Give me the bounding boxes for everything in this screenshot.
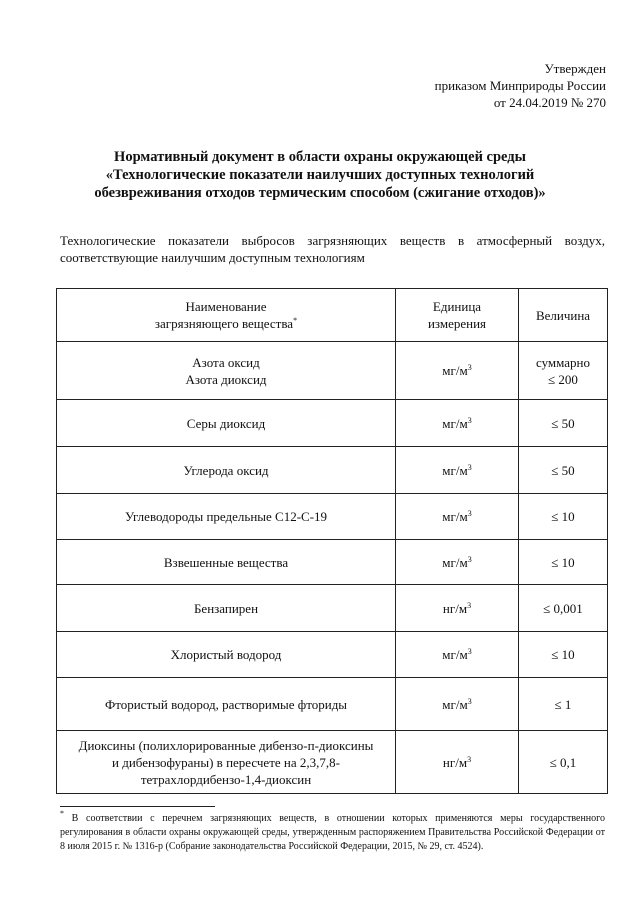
unit-cell: $мг/м^3$ xyxy=(396,400,519,447)
value-cell: ≤ 50 xyxy=(519,447,608,494)
table-body xyxy=(57,342,608,794)
table-row xyxy=(57,632,608,678)
header-unit: Единица измерения xyxy=(396,289,519,342)
footnote-divider xyxy=(60,806,215,807)
footnote-mark: * xyxy=(293,316,298,325)
value-cell: ≤ 50 xyxy=(519,400,608,447)
value-cell: ≤ 10 xyxy=(519,540,608,585)
pollutant-name: Фтористый водород, растворимые фториды xyxy=(57,678,396,731)
unit-cell: $мг/м^3$ xyxy=(396,447,519,494)
intro-paragraph xyxy=(60,232,605,266)
value-cell: ≤ 10 xyxy=(519,494,608,540)
intro-line: соответствующие наилучшим доступным технологиям xyxy=(60,250,365,265)
value-cell: суммарно ≤ 200 xyxy=(519,342,608,400)
approval-line: Утвержден xyxy=(544,61,606,76)
unit-cell: $мг/м^3$ xyxy=(396,632,519,678)
approval-line: приказом Минприроды России xyxy=(434,78,606,93)
table-row xyxy=(57,494,608,540)
pollutant-name: Взвешенные вещества xyxy=(57,540,396,585)
value-cell: ≤ 0,1 xyxy=(519,731,608,794)
table-row xyxy=(57,447,608,494)
footnote xyxy=(60,809,605,854)
pollutant-name: Углерода оксид xyxy=(57,447,396,494)
pollutant-name: Бензапирен xyxy=(57,585,396,632)
unit-cell: $нг/м^3$ xyxy=(396,585,519,632)
value-cell: ≤ 1 xyxy=(519,678,608,731)
unit-cell: $мг/м^3$ xyxy=(396,678,519,731)
table-row xyxy=(57,400,608,447)
approval-line: от 24.04.2019 № 270 xyxy=(493,95,606,110)
table-row xyxy=(57,342,608,400)
footnote-text: В соответствии с перечнем загрязняющих веществ, в отношении которых применяются меры государственного регулирования в области охраны окружающей среды, утвержденным распоряжением Правительства Российской Федерации от 8 июля 2015 г. № 1316-р (Собрание законодательства Российской Федерации, 2015, № 29, ст. 4524). xyxy=(60,813,605,852)
unit-cell: $мг/м^3$ xyxy=(396,540,519,585)
unit-cell: $нг/м^3$ xyxy=(396,731,519,794)
table-row xyxy=(57,540,608,585)
header-value: Величина xyxy=(519,289,608,342)
intro-line: Технологические показатели выбросов загрязняющих веществ в атмосферный воздух, xyxy=(60,233,605,248)
title-line: обезвреживания отходов термическим способом (сжигание отходов)» xyxy=(94,185,546,201)
value-cell: ≤ 10 xyxy=(519,632,608,678)
pollutant-name: Углеводороды предельные С12-С-19 xyxy=(57,494,396,540)
table-row xyxy=(57,678,608,731)
table-row xyxy=(57,731,608,794)
title-line: «Технологические показатели наилучших доступных технологий xyxy=(105,167,535,183)
footnote-mark: * xyxy=(60,809,64,818)
unit-cell: $мг/м^3$ xyxy=(396,342,519,400)
pollutant-name: Серы диоксид xyxy=(57,400,396,447)
value-cell: ≤ 0,001 xyxy=(519,585,608,632)
title-line: Нормативный документ в области охраны окружающей среды xyxy=(114,149,526,165)
document-title xyxy=(0,148,640,202)
header-name: Наименование загрязняющего вещества* xyxy=(57,289,396,342)
pollutants-table xyxy=(56,288,608,794)
table-header-row xyxy=(57,289,608,342)
pollutant-name: Диоксины (полихлорированные дибензо-п-диоксины и дибензофураны) в пересчете на 2,3,7,8- тетрахлордибензо-1,4-диоксин xyxy=(57,731,396,794)
pollutant-name: Азота оксид Азота диоксид xyxy=(57,342,396,400)
unit-cell: $мг/м^3$ xyxy=(396,494,519,540)
pollutant-name: Хлористый водород xyxy=(57,632,396,678)
approval-block xyxy=(435,60,606,111)
table-row xyxy=(57,585,608,632)
